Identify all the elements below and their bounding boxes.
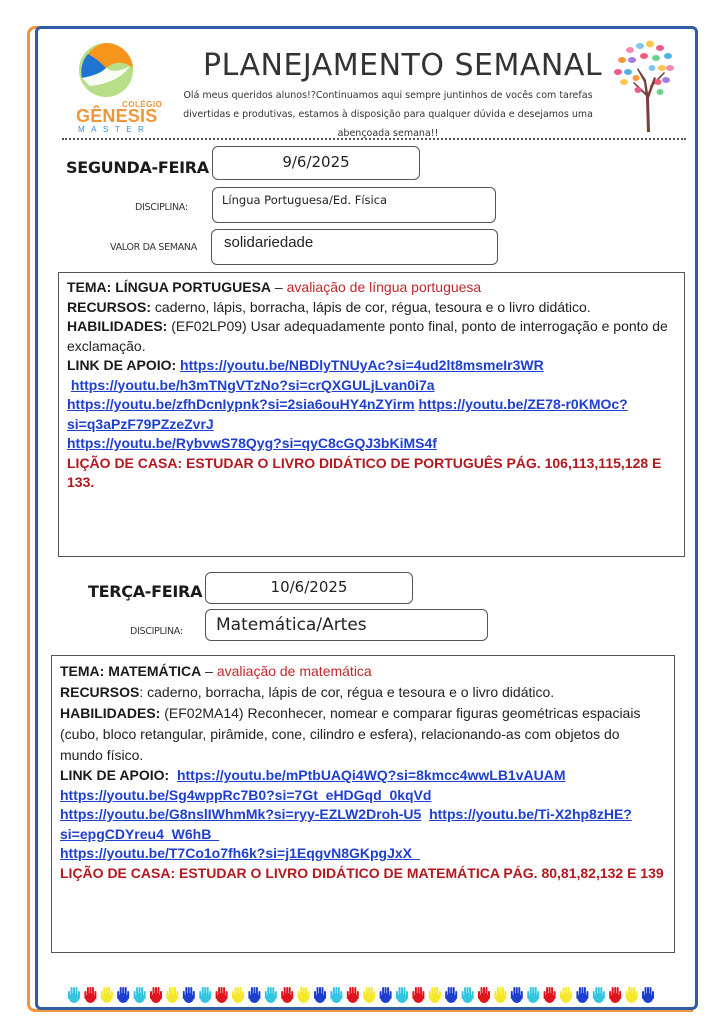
hand-icon	[166, 987, 178, 1003]
hand-icon	[494, 987, 506, 1003]
hand-icon	[314, 987, 326, 1003]
hand-icon	[527, 987, 539, 1003]
habilidades-label: HABILIDADES:	[60, 705, 161, 721]
hand-icon	[576, 987, 588, 1003]
monday-value-label: VALOR DA SEMANA	[110, 242, 197, 253]
hand-icon	[429, 987, 441, 1003]
school-logo	[72, 42, 163, 134]
hand-icon	[445, 987, 457, 1003]
tema-separator: –	[201, 663, 217, 679]
recursos-label: RECURSOS	[60, 684, 140, 700]
support-link[interactable]: https://youtu.be/RybvwS78Qyg?si=qyC8cGQJ3bKiMS4f	[67, 435, 437, 451]
recursos-label: RECURSOS:	[67, 298, 152, 315]
support-link[interactable]: https://youtu.be/mPtbUAQi4WQ?si=8kmcc4wwLB1vAUAM	[176, 767, 566, 783]
tuesday-tema	[60, 661, 666, 682]
hand-icon	[68, 987, 80, 1003]
tuesday-date-field[interactable]: 10/6/2025	[205, 572, 413, 604]
hand-icon	[150, 987, 162, 1003]
support-link[interactable]: https://youtu.be/h3mTNgVTzNo?si=crQXGULjLvan0i7a	[70, 376, 435, 393]
hand-icon	[544, 987, 556, 1003]
monday-tema	[67, 278, 676, 298]
link-label: LINK DE APOIO:	[60, 767, 170, 783]
tuesday-recursos	[60, 682, 666, 703]
hand-icon	[363, 987, 375, 1003]
hand-icon	[183, 987, 195, 1003]
hand-icon	[626, 987, 638, 1003]
habilidades-label: HABILIDADES:	[67, 318, 168, 334]
hand-icon	[396, 987, 408, 1003]
tuesday-day-label: TERÇA-FEIRA	[88, 582, 203, 601]
tuesday-discipline-label: DISCIPLINA:	[130, 626, 183, 637]
hand-icon	[462, 987, 474, 1003]
hand-icon	[298, 987, 310, 1003]
habilidades-text: (EF02MA14) Reconhecer, nomear e comparar figuras geométricas espaciais (cubo, bloco retangular, pirâmide, cone, cilindro e esfera), relacionando-as com objetos do mundo físico.	[60, 705, 641, 763]
recursos-text: caderno, lápis, borracha, lápis de cor, régua, tesoura e o livro didático.	[151, 298, 591, 315]
tuesday-discipline-field[interactable]: Matemática/Artes	[205, 609, 488, 641]
tema-text: avaliação de língua portuguesa	[286, 279, 482, 295]
habilidades-text: (EF02LP09) Usar adequadamente ponto final, ponto de interrogação e ponto de exclamação.	[67, 318, 668, 354]
support-link[interactable]: https://youtu.be/T7Co1o7fh6k?si=j1EqgvN8GKpgJxX_	[60, 845, 420, 861]
tree-icon	[610, 38, 680, 133]
hand-icon	[84, 987, 96, 1003]
hand-icon	[609, 987, 621, 1003]
page-title: PLANEJAMENTO SEMANAL	[203, 48, 603, 83]
hand-icon	[281, 987, 293, 1003]
hand-icon	[248, 987, 260, 1003]
monday-habilidades	[67, 317, 676, 356]
support-link[interactable]: https://youtu.be/Ti-X2hp8zHE?si=epgCDYreu4_W6hB_	[60, 806, 632, 842]
support-link[interactable]: https://youtu.be/G8nslIWhmMk?si=ryy-EZLW2Droh-U5	[60, 806, 422, 822]
link-label: LINK DE APOIO:	[67, 357, 177, 373]
recursos-text: : caderno, borracha, lápis de cor, régua e tesoura e o livro didático.	[139, 684, 555, 700]
logo-name-text: GÊNESIS	[76, 106, 158, 126]
hand-icon	[134, 987, 146, 1003]
intro-text: Olá meus queridos alunos!?Continuamos aqui sempre juntinhos de vocês com tarefas divertidas e produtivas, estamos à disposição para qualquer dúvida e desejamos uma abençoada semana!!	[183, 90, 593, 139]
monday-homework: LIÇÃO DE CASA: ESTUDAR O LIVRO DIDÁTICO DE PORTUGUÊS PÁG. 106,113,115,128 E 133.	[67, 454, 662, 490]
monday-discipline-label: DISCIPLINA:	[135, 202, 188, 213]
hand-icon	[330, 987, 342, 1003]
monday-value-field[interactable]: solidariedade	[211, 229, 498, 265]
tema-label: TEMA: LÍNGUA PORTUGUESA	[67, 279, 272, 295]
hand-icon	[101, 987, 113, 1003]
hand-icon	[216, 987, 228, 1003]
hand-icon	[380, 987, 392, 1003]
hand-icon	[642, 987, 654, 1003]
hand-icon	[412, 987, 424, 1003]
tema-label: TEMA: MATEMÁTICA	[60, 663, 202, 679]
support-link[interactable]: https://youtu.be/zfhDcnIypnk?si=2sia6ouHY4nZYirm	[67, 396, 415, 412]
header-divider	[62, 138, 686, 140]
logo-colegio-text: COLÉGIO	[122, 100, 163, 109]
monday-discipline-field[interactable]: Língua Portuguesa/Ed. Física	[212, 187, 496, 223]
hand-icon	[199, 987, 211, 1003]
hands-border-decoration	[66, 983, 666, 1005]
support-link[interactable]: https://youtu.be/ZE78-r0KMOc?si=q3aPzF79PZzeZvrJ	[67, 396, 628, 432]
tuesday-homework: LIÇÃO DE CASA: ESTUDAR O LIVRO DIDÁTICO DE MATEMÁTICA PÁG. 80,81,82,132 E 139	[60, 864, 664, 881]
support-link[interactable]: https://youtu.be/NBDlyTNUyAc?si=4ud2lt8msmeIr3WR	[180, 357, 544, 373]
hand-icon	[560, 987, 572, 1003]
monday-links	[67, 356, 676, 454]
logo-circle-icon	[78, 42, 134, 98]
tema-text: avaliação de matemática	[216, 663, 372, 679]
monday-date-field[interactable]: 9/6/2025	[212, 146, 420, 180]
hand-icon	[117, 987, 129, 1003]
tuesday-habilidades	[60, 703, 666, 766]
logo-sub-text: MASTER	[78, 125, 151, 134]
hand-icon	[478, 987, 490, 1003]
hand-icon	[593, 987, 605, 1003]
tuesday-links	[60, 766, 666, 864]
tuesday-content-panel	[51, 655, 675, 953]
hand-icon	[511, 987, 523, 1003]
hand-icon	[347, 987, 359, 1003]
monday-recursos	[67, 298, 676, 318]
support-link[interactable]: https://youtu.be/Sg4wppRc7B0?si=7Gt_eHDGqd_0kqVd	[60, 786, 432, 803]
monday-content-panel	[58, 272, 685, 557]
tema-separator: –	[271, 279, 287, 295]
monday-day-label: SEGUNDA-FEIRA	[66, 158, 209, 177]
hand-icon	[232, 987, 244, 1003]
hand-icon	[265, 987, 277, 1003]
